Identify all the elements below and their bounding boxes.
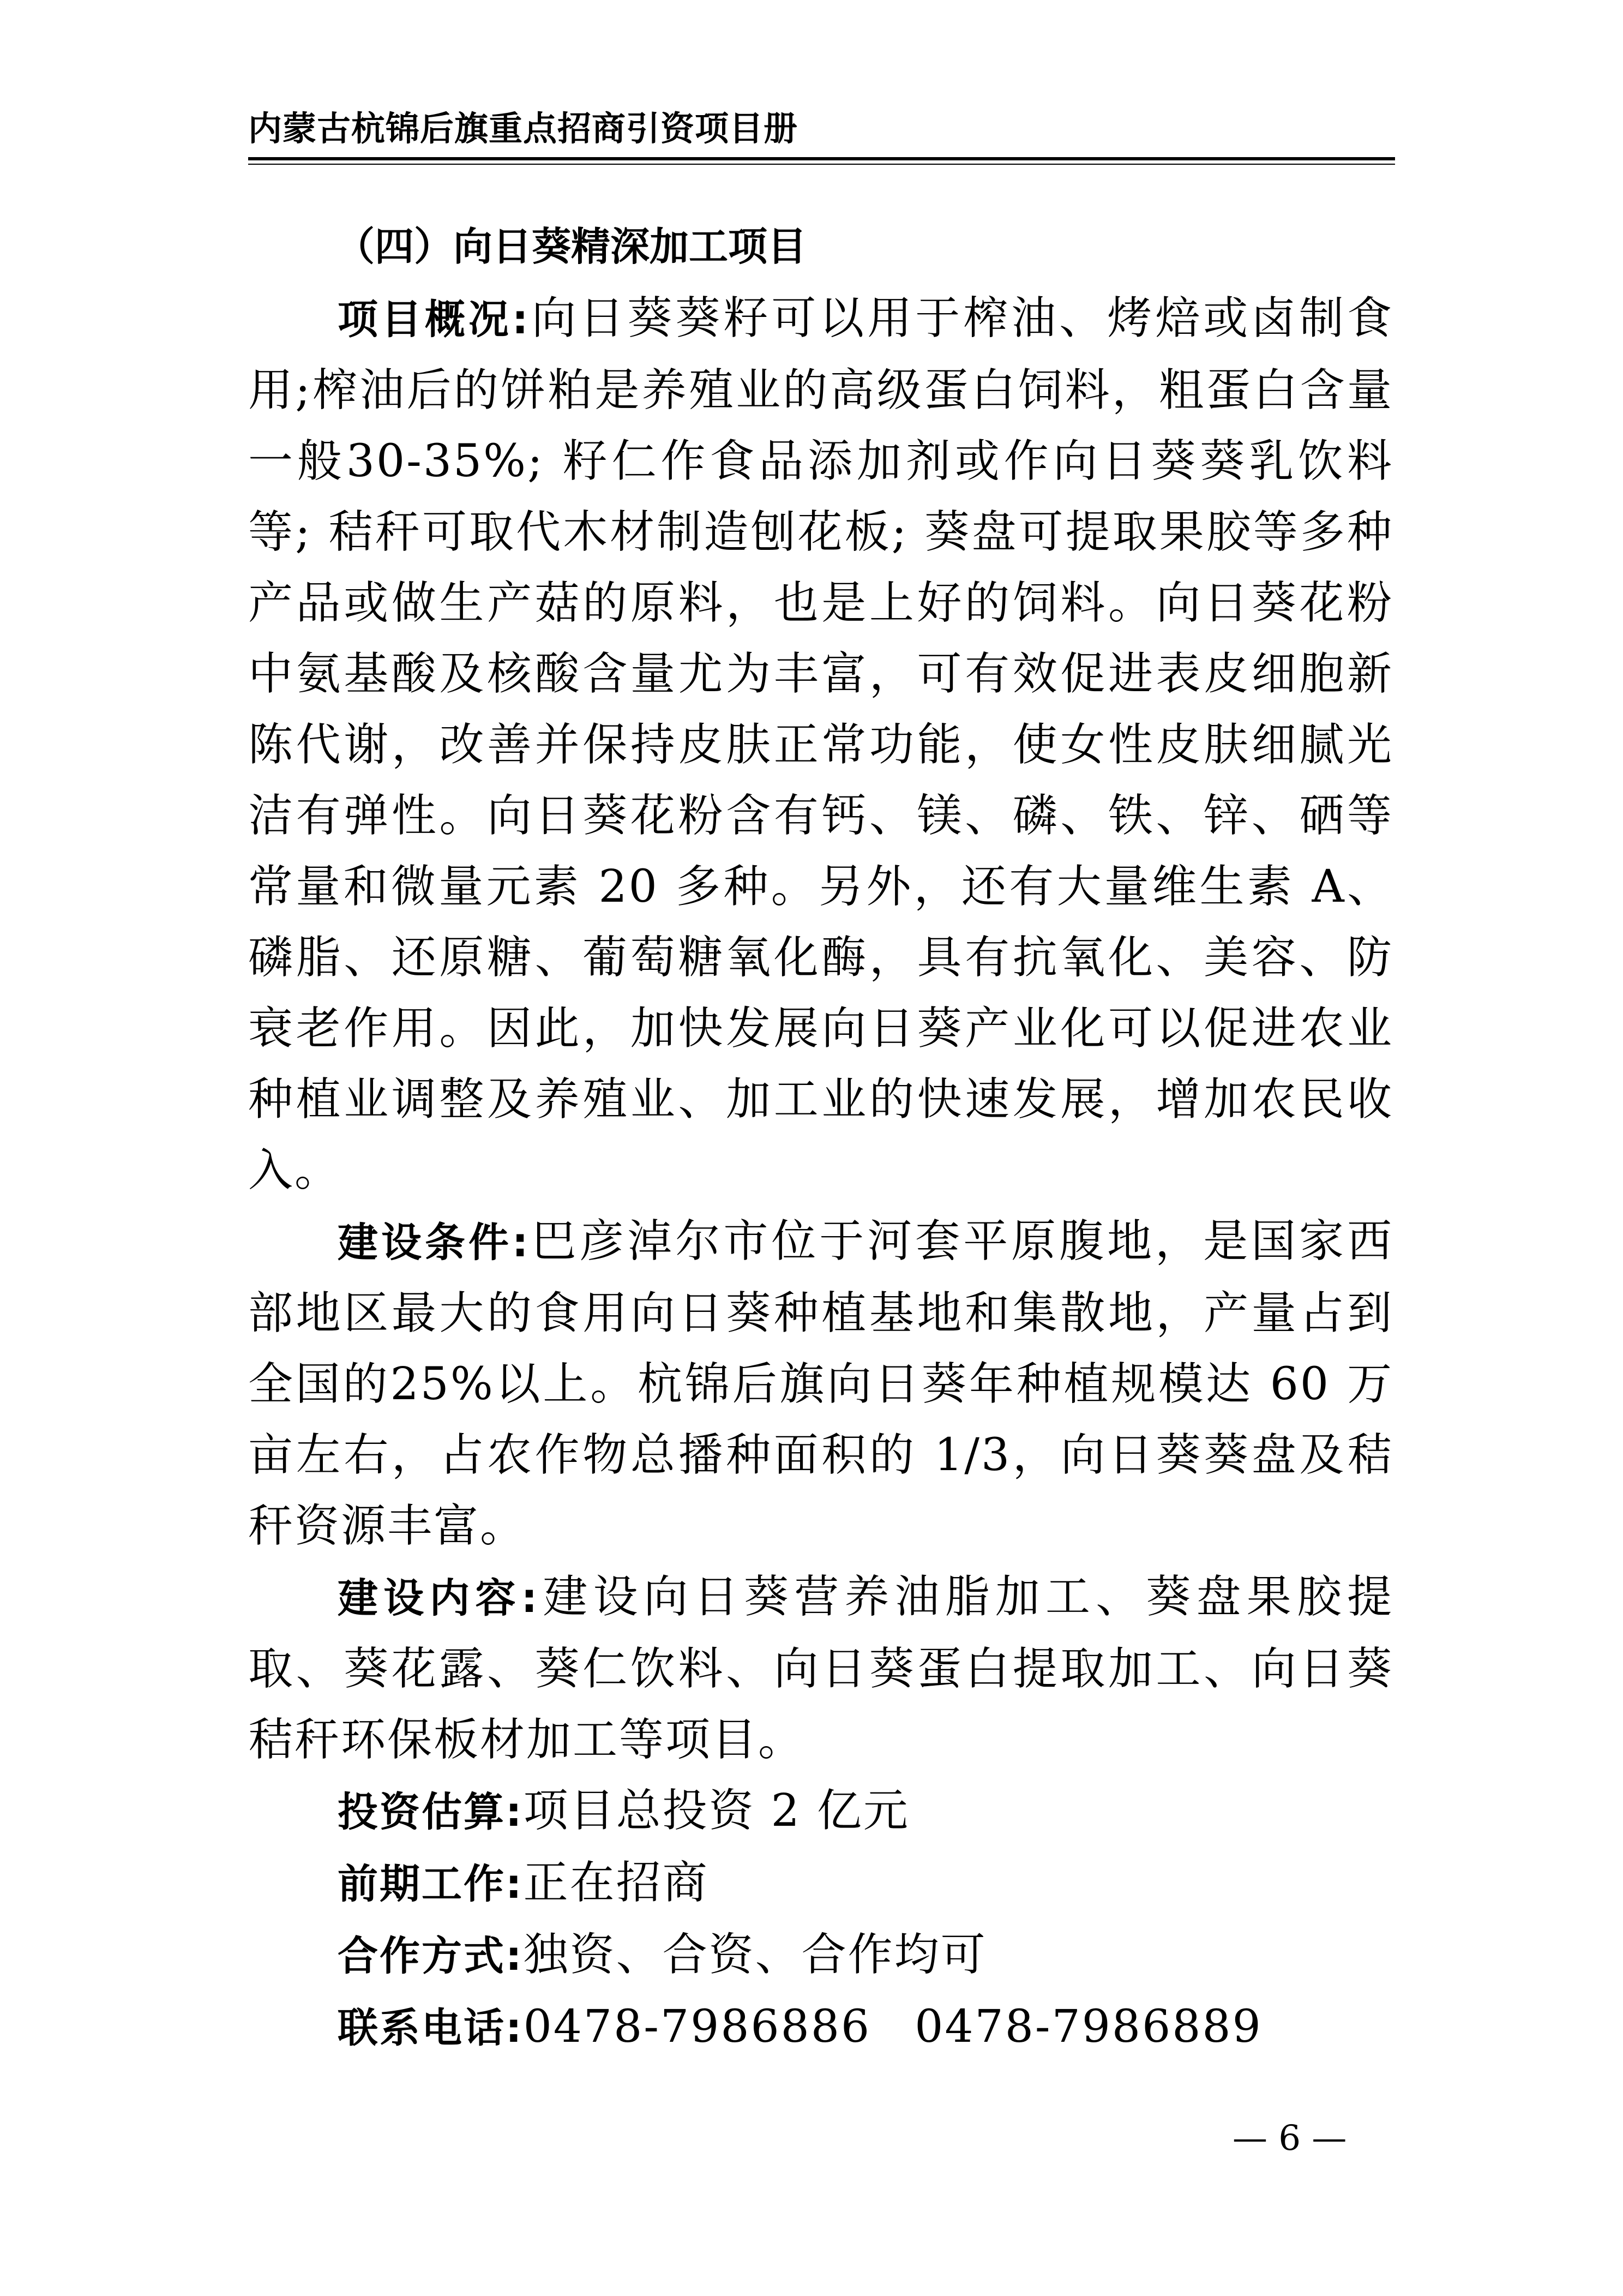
contact-phone-1: 0478-7986886 [523, 2001, 871, 2053]
page-number: — 6 — [1233, 2118, 1347, 2159]
conditions-text: 巴彦淖尔市位于河套平原腹地，是国家西部地区最大的食用向日葵种植基地和集散地，产量占到全国的25%以上。杭锦后旗向日葵年种植规模达 60 万亩左右，占农作物总播种面积的 1/3，向日葵葵盘及秸秆资源丰富。 [248, 1215, 1393, 1552]
contact-phone-2: 0478-7986889 [915, 2001, 1263, 2053]
investment-line [248, 1776, 1393, 1848]
header-rule-thin [248, 164, 1395, 165]
cooperation-label: 合作方式: [338, 1933, 524, 1980]
running-header: 内蒙古杭锦后旗重点招商引资项目册 [248, 109, 798, 148]
content-text: 建设向日葵营养油脂加工、葵盘果胶提取、葵花露、葵仁饮料、向日葵蛋白提取加工、向日葵秸秆环保板材加工等项目。 [248, 1571, 1393, 1766]
header-rule-thick [248, 157, 1395, 160]
preliminary-text: 正在招商 [523, 1857, 709, 1909]
section-title: （四）向日葵精深加工项目 [335, 224, 807, 269]
overview-label: 项目概况: [338, 296, 530, 343]
preliminary-label: 前期工作: [338, 1861, 524, 1908]
contact-label: 联系电话: [338, 2005, 524, 2052]
overview-text: 向日葵葵籽可以用于榨油、烤焙或卤制食用;榨油后的饼粕是养殖业的高级蛋白饲料，粗蛋白含量一般30-35%; 籽仁作食品添加剂或作向日葵葵乳饮料等; 秸秆可取代木材制造刨花板; 葵盘可提取果胶等多种产品或做生产菇的原料，也是上好的饲料。向日葵花粉中氨基酸及核酸含量尤为丰富，可有效促进表皮细胞新陈代谢，改善并保持皮肤正常功能，使女性皮肤细腻光洁有弹性。向日葵花粉含有钙、镁、磷、铁、锌、硒等常量和微量元素 20 多种。另外，还有大量维生素 A、磷脂、还原糖、葡萄糖氧化酶，具有抗氧化、美容、防衰老作用。因此，加快发展向日葵产业化可以促进农业种植业调整及养殖业、加工业的快速发展，增加农民收入。 [248, 292, 1393, 1196]
content-label: 建设内容: [338, 1575, 539, 1622]
conditions-label: 建设条件: [338, 1219, 530, 1266]
page-body [248, 210, 1393, 2064]
content-paragraph [248, 1562, 1393, 1776]
preliminary-line [248, 1848, 1393, 1920]
cooperation-line [248, 1920, 1393, 1992]
contact-line [248, 1992, 1393, 2064]
investment-text: 项目总投资 2 亿元 [523, 1785, 910, 1837]
investment-label: 投资估算: [338, 1789, 524, 1836]
overview-paragraph [248, 283, 1393, 1206]
cooperation-text: 独资、合资、合作均可 [523, 1929, 987, 1981]
conditions-paragraph [248, 1206, 1393, 1562]
